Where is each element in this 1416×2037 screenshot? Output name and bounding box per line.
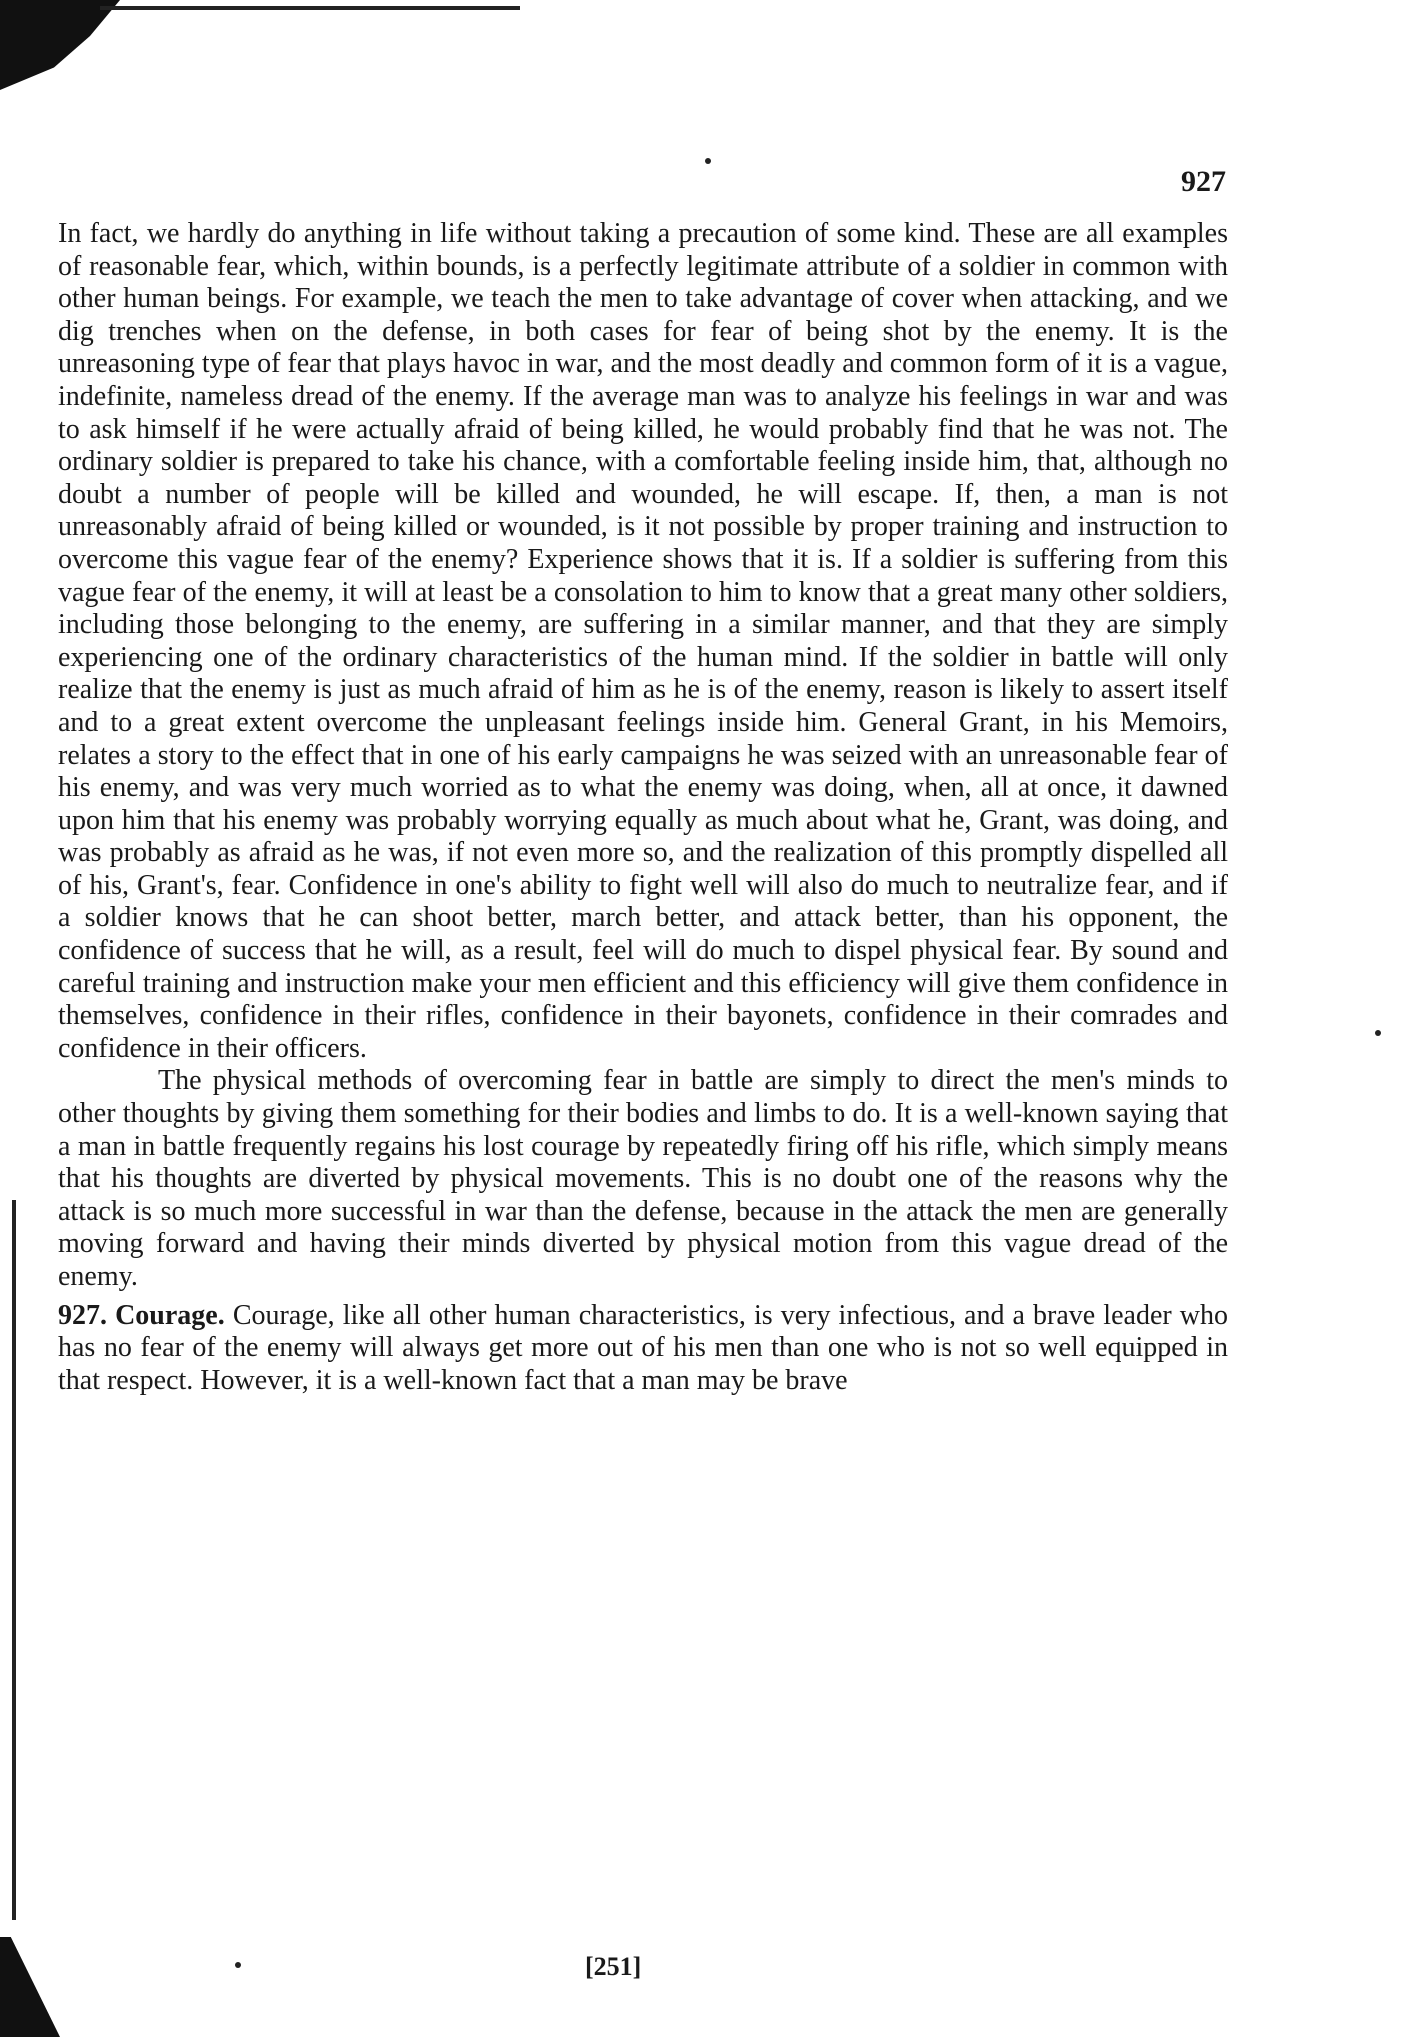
margin-bar [12,1200,16,1920]
section-number: 927. [58,1299,107,1331]
scan-speck [705,158,711,164]
paragraph: The physical methods of overcoming fear in battle are simply to direct the men's minds to other thoughts by giving them something for their bodies and limbs to do. It is a well-known saying that a man in battle frequently regains his lost courage by repeatedly firing off his rifle, which simply means that his thoughts are diverted by physical movements. This is no doubt one of the reasons why the attack is so much more successful in war than the defense, because in the attack the men are generally moving forward and having their minds diverted by physical motion from this vague dread of the enemy. [58,1065,1228,1292]
page-number: 927 [1181,165,1226,198]
section-title: Courage. [115,1299,225,1331]
scan-speck [1375,1030,1381,1036]
section-text: Courage, like all other human characteristics, is very infectious, and a brave leader who has no fear of the enemy will always get more out of his men than one who is not so well equipped in that respect. However, it is a well-known fact that a man may be brave [58,1299,1228,1396]
section-paragraph [58,1300,1228,1398]
body-text [58,218,1228,1397]
scan-rule [100,6,520,10]
scan-blot-bottom [0,1937,60,2037]
scan-blot-top [0,0,120,90]
paragraph: In fact, we hardly do anything in life without taking a precaution of some kind. These are all examples of reasonable fear, which, within bounds, is a perfectly legitimate attribute of a soldier in common with other human beings. For example, we teach the men to take advantage of cover when attacking, and we dig trenches when on the defense, in both cases for fear of being shot by the enemy. It is the unreasoning type of fear that plays havoc in war, and the most deadly and common form of it is a vague, indefinite, nameless dread of the enemy. If the average man was to analyze his feelings in war and was to ask himself if he were actually afraid of being killed, he would probably find that he was not. The ordinary soldier is prepared to take his chance, with a comfortable feeling inside him, that, although no doubt a number of people will be killed and wounded, he will escape. If, then, a man is not unreasonably afraid of being killed or wounded, is it not possible by proper training and instruction to overcome this vague fear of the enemy? Experience shows that it is. If a soldier is suffering from this vague fear of the enemy, it will at least be a consolation to him to know that a great many other soldiers, including those belonging to the enemy, are suffering in a similar manner, and that they are simply experiencing one of the ordinary characteristics of the human mind. If the soldier in battle will only realize that the enemy is just as much afraid of him as he is of the enemy, reason is likely to assert itself and to a great extent overcome the unpleasant feelings inside him. General Grant, in his Memoirs, relates a story to the effect that in one of his early campaigns he was seized with an unreasonable fear of his enemy, and was very much worried as to what the enemy was doing, when, all at once, it dawned upon him that his enemy was probably worrying equally as much about what he, Grant, was doing, and was probably as afraid as he was, if not even more so, and the realization of this promptly dispelled all of his, Grant's, fear. Confidence in one's ability to fight well will also do much to neutralize fear, and if a soldier knows that he can shoot better, march better, and attack better, than his opponent, the confidence of success that he will, as a result, feel will do much to dispel physical fear. By sound and careful training and instruction make your men efficient and this efficiency will give them confidence in themselves, confidence in their rifles, confidence in their bayonets, confidence in their comrades and confidence in their officers. [58,218,1228,1064]
scan-speck [235,1962,241,1968]
footer-page-number: [251] [585,1952,642,1981]
